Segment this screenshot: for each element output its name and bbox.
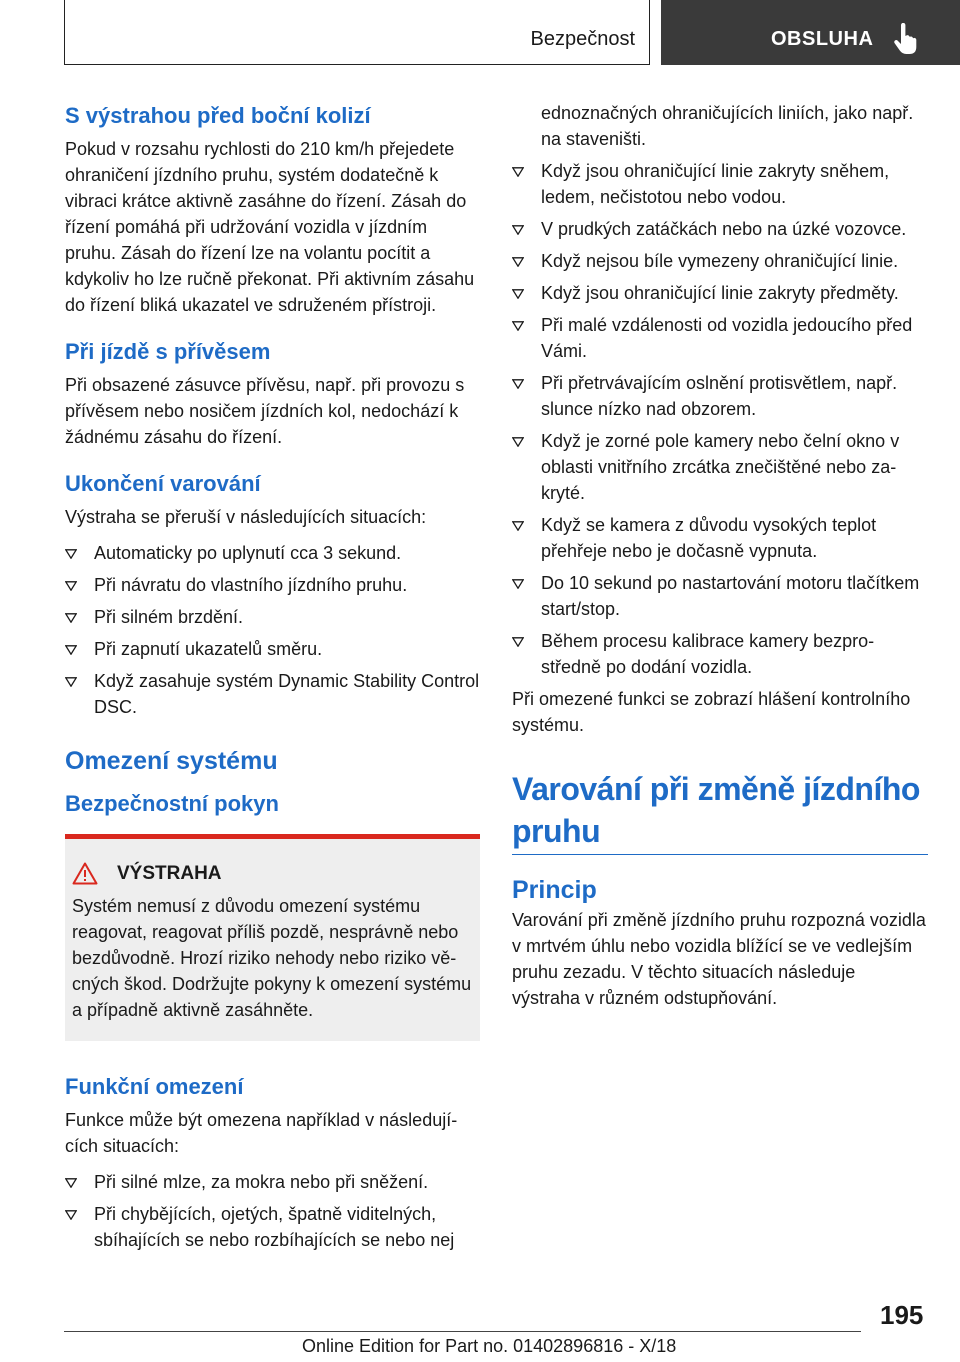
triangle-bullet-icon [65, 549, 77, 559]
list-item: Při chybějících, ojetých, špatně viditelných, sbíhajících se nebo rozbíhajících se nebo nej [65, 1201, 480, 1253]
triangle-bullet-icon [512, 379, 524, 389]
paragraph-side-collision: Pokud v rozsahu rychlosti do 210 km/h přejedete ohraničení jízdního pruhu, systém dodatečně k vibraci krátce aktivně zasáhne do řízení. Zásah do řízení pomáhá při udržování vozidla v jízdním pruhu. Zásah do řízení lze na volantu pocítit a kdykoliv ho lze ručně překonat. Při aktivním zásahu do řízení bliká ukazatel ve sdruženém přístroji. [65, 139, 475, 315]
header-chapter-title: OBSLUHA [771, 28, 874, 50]
triangle-bullet-icon [512, 167, 524, 177]
right-column [512, 100, 928, 1011]
paragraph-functional-limits: Funkce může být omezena například v následujících situacích: [65, 1110, 458, 1156]
triangle-bullet-icon [512, 521, 524, 531]
warning-text: Systém nemusí z důvodu omezení systému reagovat, reagovat příliš pozdě, nesprávně nebo bezdůvodně. Hrozí riziko nehody nebo riziko věcných škod. Dodržujte pokyny k omezení systému a případně aktivně zasáhněte. [72, 896, 472, 1020]
triangle-bullet-icon [512, 289, 524, 299]
list-item: Při silném brzdění. [65, 604, 480, 630]
functional-limits-list [65, 1169, 480, 1253]
list-item: Když je zorné pole kamery nebo čelní okno v oblasti vnitřního zrcátka znečištěné nebo zakryté. [512, 428, 928, 506]
section-title-end-warning: Ukončení varování [65, 471, 261, 496]
triangle-bullet-icon [65, 645, 77, 655]
functional-limits-list-continued [512, 100, 928, 680]
left-column [65, 100, 480, 1259]
triangle-bullet-icon [512, 637, 524, 647]
section-title-side-collision: S výstrahou před boční kolizí [65, 103, 371, 128]
triangle-bullet-icon [65, 613, 77, 623]
warning-header [72, 861, 472, 887]
page-header [64, 0, 960, 66]
list-item: Během procesu kalibrace kamery bezprostředně po dodání vozidla. [512, 628, 928, 680]
section-title-safety-note: Bezpečnostní pokyn [65, 791, 279, 816]
paragraph-end-warning: Výstraha se přeruší v následujících situacích: [65, 507, 427, 527]
list-item: Do 10 sekund po nastartování motoru tlačítkem start/stop. [512, 570, 928, 622]
chapter-title-lane-change-warning: Varování při změně jízdního pruhu [512, 771, 920, 849]
list-item: Automaticky po uplynutí cca 3 sekund. [65, 540, 480, 566]
triangle-bullet-icon [65, 1178, 77, 1188]
end-warning-list [65, 540, 480, 720]
warning-box [65, 834, 480, 1041]
header-section-box [64, 0, 650, 65]
list-item: V prudkých zatáčkách nebo na úzké vozovce. [512, 216, 928, 242]
list-item: Při návratu do vlastního jízdního pruhu. [65, 572, 480, 598]
list-item: Když zasahuje systém Dynamic Stability Control DSC. [65, 668, 480, 720]
hand-pointer-icon [893, 23, 921, 55]
triangle-bullet-icon [65, 677, 77, 687]
triangle-bullet-icon [512, 225, 524, 235]
triangle-bullet-icon [512, 257, 524, 267]
warning-title: VÝSTRAHA [117, 863, 222, 884]
section-title-system-limits: Omezení systému [65, 747, 278, 775]
triangle-bullet-icon [65, 1210, 77, 1220]
list-item: Při zapnutí ukazatelů směru. [65, 636, 480, 662]
section-title-functional-limits: Funkční omezení [65, 1074, 244, 1099]
footer-divider [64, 1331, 861, 1332]
list-item: Při malé vzdálenosti od vozidla jedoucího před Vámi. [512, 312, 928, 364]
list-item: Když jsou ohraničující linie zakryty předměty. [512, 280, 928, 306]
warning-triangle-icon [72, 862, 98, 885]
chapter-heading-wrapper [512, 768, 928, 855]
paragraph-principle: Varování při změně jízdního pruhu rozpozná vozidla v mrtvém úhlu nebo vozidla blížící se ve vedlejším pruhu zezadu. V těchto situacích následuje výstraha v různém odstupňování. [512, 910, 926, 1008]
header-section-title: Bezpečnost [530, 28, 635, 50]
list-item-continued: ednoznačných ohraničujících liniích, jako např. na staveništi. [541, 103, 914, 149]
footer-edition: Online Edition for Part no. 01402896816 - X/18 [302, 1336, 677, 1356]
section-title-principle: Princip [512, 876, 597, 904]
triangle-bullet-icon [512, 579, 524, 589]
list-item: Při přetrvávajícím oslnění protisvětlem, např. slunce nízko nad obzorem. [512, 370, 928, 422]
list-item: Když se kamera z důvodu vysokých teplot přehřeje nebo je dočasně vypnuta. [512, 512, 928, 564]
list-item: Když nejsou bíle vymezeny ohraničující linie. [512, 248, 928, 274]
list-item: Při silné mlze, za mokra nebo při sněžení. [65, 1169, 480, 1195]
paragraph-limited-function: Při omezené funkci se zobrazí hlášení kontrolního systému. [512, 689, 911, 735]
triangle-bullet-icon [512, 437, 524, 447]
triangle-bullet-icon [512, 321, 524, 331]
page-number: 195 [880, 1300, 924, 1330]
list-item: Když jsou ohraničující linie zakryty sněhem, ledem, nečistotou nebo vodou. [512, 158, 928, 210]
triangle-bullet-icon [65, 581, 77, 591]
paragraph-trailer: Při obsazené zásuvce přívěsu, např. při provozu s přívěsem nebo nosičem jízdních kol, nedochází k žádnému zásahu do řízení. [65, 375, 465, 447]
section-title-trailer: Při jízdě s přívěsem [65, 339, 271, 364]
header-chapter-box [661, 0, 960, 65]
